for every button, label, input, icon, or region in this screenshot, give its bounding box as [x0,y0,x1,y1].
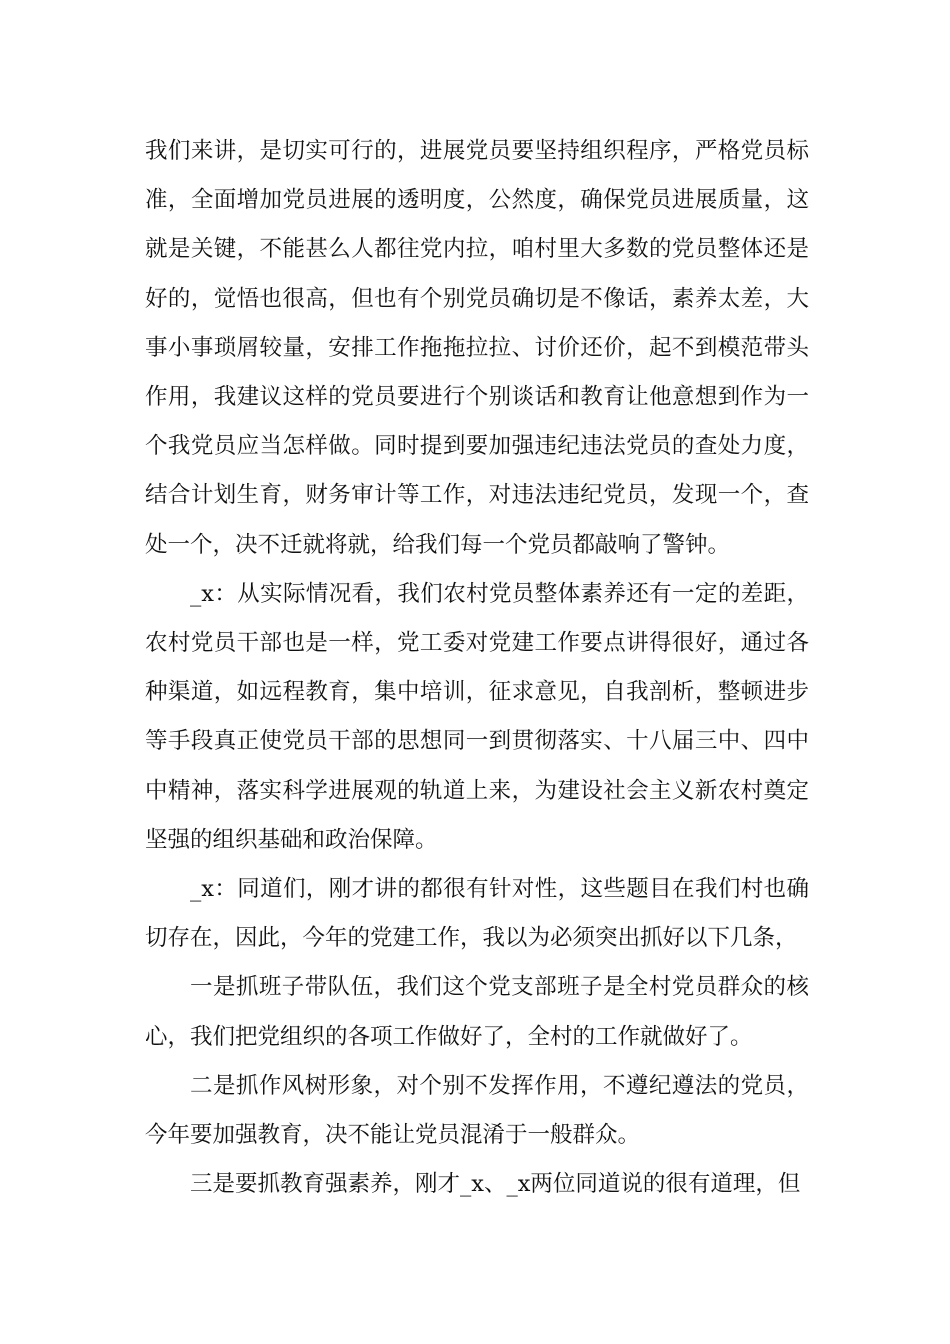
paragraph: 三是要抓教育强素养，刚才_x、_x两位同道说的很有道理，但 [190,1171,801,1198]
paragraph: 二是抓作风树形象，对个别不发挥作用，不遵纪遵法的党员，今年要加强教育，决不能让党员混淆于一般群众。 [145,1072,809,1149]
paragraph: _x：同道们，刚才讲的都很有针对性，这些题目在我们村也确切存在，因此，今年的党建工作，我以为必须突出抓好以下几条， [145,876,809,952]
document-body [145,127,809,1209]
paragraph: 我们来讲，是切实可行的，进展党员要坚持组织程序，严格党员标准，全面增加党员进展的透明度，公然度，确保党员进展质量，这就是关键，不能甚么人都往党内拉，咱村里大多数的党员整体还是好的，觉悟也很高，但也有个别党员确切是不像话，素养太差，大事小事琐屑较量，安排工作拖拖拉拉、讨价还价，起不到模范带头作用，我建议这样的党员要进行个别谈话和教育让他意想到作为一个我党员应当怎样做。同时提到要加强违纪违法党员的查处力度，结合计划生育，财务审计等工作，对违法违纪党员，发现一个，查处一个，决不迁就将就，给我们每一个党员都敲响了警钟。 [145,138,809,558]
paragraph: _x：从实际情况看，我们农村党员整体素养还有一定的差距，农村党员干部也是一样，党工委对党建工作要点讲得很好，通过各种渠道，如远程教育，集中培训，征求意见，自我剖析，整顿进步等手段真正使党员干部的思想同一到贯彻落实、十八届三中、四中中精神，落实科学进展观的轨道上来，为建设社会主义新农村奠定坚强的组织基础和政治保障。 [145,580,809,853]
paragraph: 一是抓班子带队伍，我们这个党支部班子是全村党员群众的核心，我们把党组织的各项工作做好了，全村的工作就做好了。 [145,974,809,1050]
